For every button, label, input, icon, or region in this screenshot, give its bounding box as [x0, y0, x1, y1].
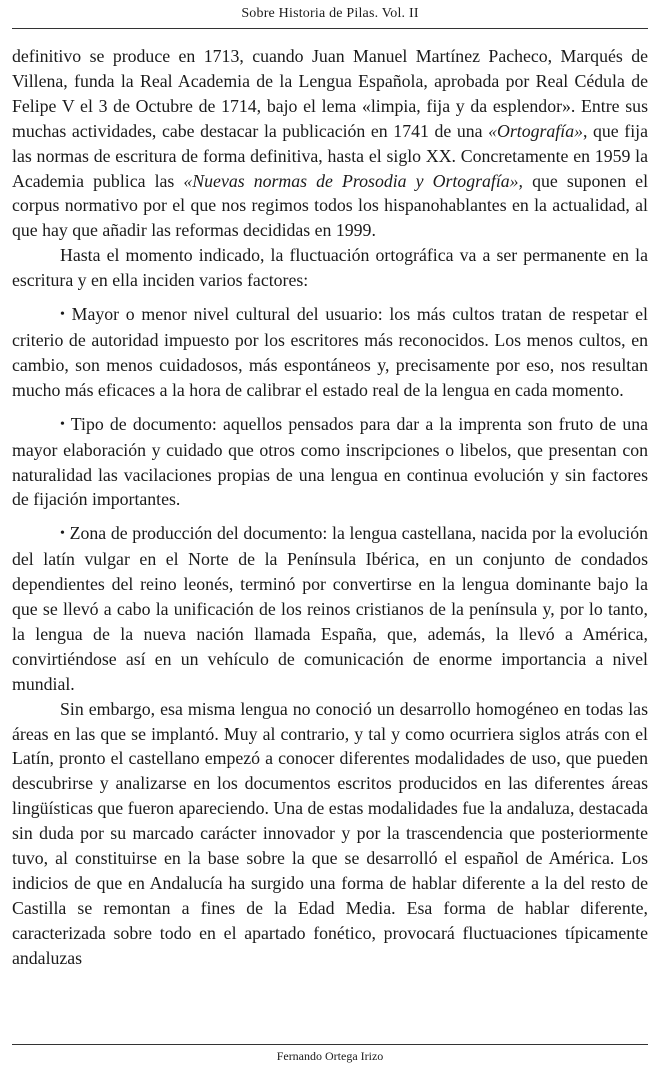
bullet-text: Tipo de documento: aquellos pensados para dar a la imprenta son fruto de una mayor elaboración y cuidado que otros como inscripciones o libelos, que presentan con naturalidad las vacilaciones propias de una lengua en continua evolución y sin factores de fijación importantes.	[12, 413, 649, 510]
title-nuevas-normas: «Nuevas normas de Prosodia y Ortografía»,	[183, 170, 523, 191]
title-ortografia: «Ortografía»	[488, 120, 583, 141]
footer-author: Fernando Ortega Irizo	[276, 1049, 384, 1063]
bullet-text: Mayor o menor nivel cultural del usuario: los más cultos tratan de respetar el criterio de autoridad impuesto por los escritores más reconocidos. Los menos cultos, en cambio, son menos cuidadosos, más espontáneos y, precisamente por eso, nos resultan mucho más eficaces a la hora de calibrar el estado real de la lengua en cada momento.	[12, 304, 648, 400]
paragraph-1	[12, 44, 648, 243]
paragraph-1-text-c: , que fija las normas de escritura de forma definitiva, hasta el siglo XX. Concretamente en 1959 la Academia publica las	[12, 120, 648, 191]
bullet-text: Zona de producción del documento: la lengua castellana, nacida por la evolución del latín vulgar en el Norte de la Península Ibérica, en un conjunto de condados dependientes del reino leonés, terminó por convertirse en la lengua dominante bajo la que se llevó a cabo la unificación de los reinos cristianos de la península y, por lo tanto, la lengua de la nueva nación llamada España, que, además, la llevó a América, convirtiéndose así en un vehículo de comunicación de enorme importancia a nivel mundial.	[12, 523, 648, 694]
bullet-item-cultural	[12, 302, 648, 403]
bullet-icon: •	[60, 416, 65, 432]
paragraph-1-text-e: que suponen el corpus normativo por el que nos regimos todos los hispanohablantes en la actualidad, al que hay que añadir las reformas decididas en 1999.	[12, 170, 649, 241]
running-header: Sobre Historia de Pilas. Vol. II	[241, 6, 419, 21]
paragraph-2: Hasta el momento indicado, la fluctuación ortográfica va a ser permanente en la escritura y en ella inciden varios factores:	[12, 245, 648, 291]
bullet-item-documento	[12, 412, 648, 513]
header-rule	[12, 28, 648, 29]
paragraph-1-text-a: definitivo se produce en 1713, cuando Juan Manuel Martínez Pacheco, Marqués de Villena, funda la Real Academia de la Lengua Española, aprobada por Real Cédula de Felipe V el 3 de Octubre de 1714, bajo el lema «limpia, fija y da esplendor». Entre sus muchas actividades, cabe destacar la publicación en 1741 de una	[12, 46, 648, 141]
footer-rule	[12, 1044, 648, 1045]
paragraph-3: Sin embargo, esa misma lengua no conoció un desarrollo homogéneo en todas las áreas en las que se implantó. Muy al contrario, y tal y como ocurriera siglos atrás con el Latín, pronto el castellano empezó a conocer diferentes modalidades de uso, que pueden descubrirse y analizarse en los documentos escritos producidos en las diferentes áreas lingüísticas que fueron apareciendo. Una de estas modalidades fue la andaluza, destacada sin duda por su marcado carácter innovador y por la trascendencia que posteriormente tuvo, al constituirse en la base sobre la que se desarrolló el español de América. Los indicios de que en Andalucía ha surgido una forma de hablar diferente a la del resto de Castilla se remontan a fines de la Edad Media. Esa forma de hablar diferente, caracterizada sobre todo en el apartado fonético, provocará fluctuaciones típicamente andaluzas	[12, 698, 648, 968]
bullet-icon: •	[60, 526, 65, 542]
bullet-item-zona	[12, 521, 648, 696]
page-body	[12, 44, 648, 971]
bullet-icon: •	[60, 307, 65, 323]
